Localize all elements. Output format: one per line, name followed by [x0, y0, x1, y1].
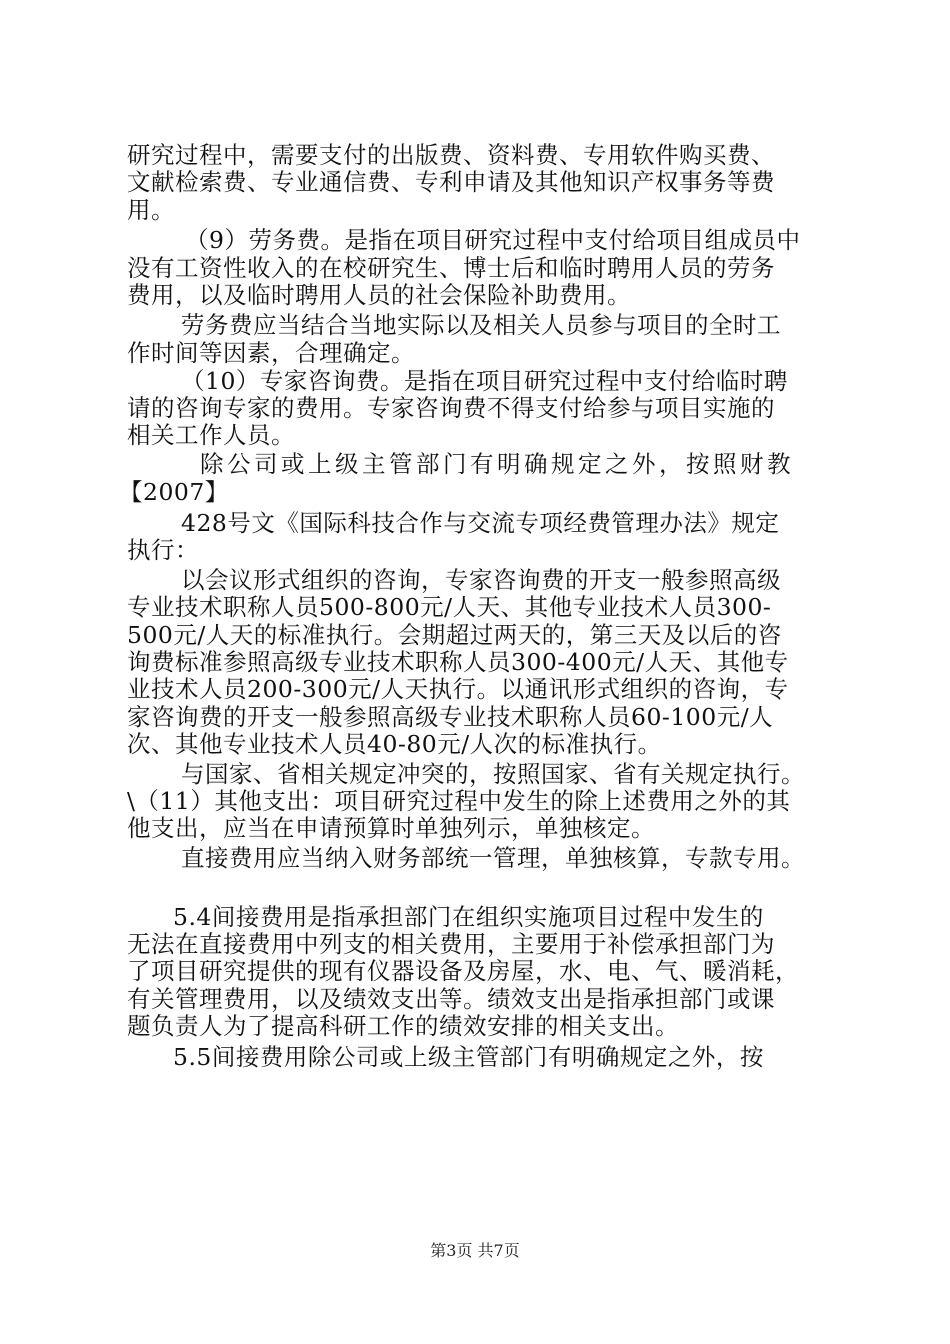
text-line: 题负责人为了提高科研工作的绩效安排的相关支出。 [127, 1012, 679, 1040]
text-line: 家咨询费的开支一般参照高级专业技术职称人员60-100元/人 [127, 703, 774, 731]
text-line: 5.5间接费用除公司或上级主管部门有明确规定之外，按 [173, 1043, 764, 1071]
text-line: 428号文《国际科技合作与交流专项经费管理办法》规定 [181, 509, 780, 537]
text-line: \（11）其他支出：项目研究过程中发生的除上述费用之外的其 [127, 787, 791, 815]
text-line: 5.4间接费用是指承担部门在组织实施项目过程中发生的 [173, 903, 764, 931]
text-line: 除公司或上级主管部门有明确规定之外，按照财教 [200, 450, 794, 478]
page-footer: 第3页 共7页 [430, 1241, 520, 1260]
text-line: 直接费用应当纳入财务部统一管理，单独核算，专款专用。 [181, 844, 805, 872]
text-line: 请的咨询专家的费用。专家咨询费不得支付给参与项目实施的 [127, 394, 775, 422]
text-line: 劳务费应当结合当地实际以及相关人员参与项目的全时工 [181, 311, 781, 339]
text-line: 与国家、省相关规定冲突的，按照国家、省有关规定执行。 [181, 760, 805, 788]
text-line: 执行： [127, 536, 199, 564]
text-line: 费用，以及临时聘用人员的社会保险补助费用。 [127, 281, 631, 309]
text-line: 相关工作人员。 [127, 421, 295, 449]
text-line: 他支出，应当在申请预算时单独列示，单独核定。 [127, 814, 655, 842]
text-line: 无法在直接费用中列支的相关费用，主要用于补偿承担部门为 [127, 930, 775, 958]
text-line: 没有工资性收入的在校研究生、博士后和临时聘用人员的劳务 [127, 254, 775, 282]
text-line: 业技术人员200-300元/人天执行。以通讯形式组织的咨询，专 [127, 675, 789, 703]
text-line: 有关管理费用，以及绩效支出等。绩效支出是指承担部门或课 [127, 985, 775, 1013]
text-line: 询费标准参照高级专业技术职称人员300-400元/人天、其他专 [127, 648, 789, 676]
text-line: （9）劳务费。是指在项目研究过程中支付给项目组成员中 [185, 226, 801, 254]
text-line: 以会议形式组织的咨询，专家咨询费的开支一般参照高级 [181, 566, 781, 594]
text-line: （10）专家咨询费。是指在项目研究过程中支付给临时聘 [181, 367, 788, 395]
text-line: 【2007】 [119, 478, 229, 506]
text-line: 了项目研究提供的现有仪器设备及房屋，水、电、气、暖消耗， [127, 957, 799, 985]
text-line: 文献检索费、专业通信费、专利申请及其他知识产权事务等费 [127, 168, 775, 196]
text-line: 研究过程中，需要支付的出版费、资料费、专用软件购买费、 [127, 141, 775, 169]
text-line: 用。 [127, 196, 175, 224]
text-line: 次、其他专业技术人员40-80元/人次的标准执行。 [127, 730, 662, 758]
text-line: 专业技术职称人员500-800元/人天、其他专业技术人员300- [127, 593, 772, 621]
text-line: 作时间等因素，合理确定。 [127, 339, 415, 367]
text-line: 500元/人天的标准执行。会期超过两天的，第三天及以后的咨 [127, 621, 782, 649]
